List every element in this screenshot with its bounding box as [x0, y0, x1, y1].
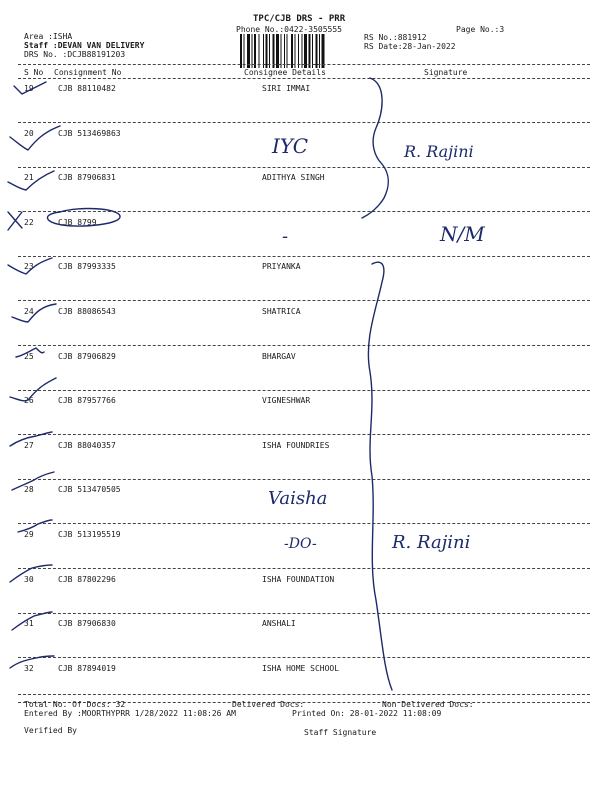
staff-signature: Staff Signature — [304, 728, 377, 737]
row-sno: 19 — [24, 84, 34, 93]
barcode-bar — [254, 34, 256, 68]
barcode-bar — [269, 34, 270, 68]
page-number: Page No.:3 — [456, 25, 505, 34]
row-divider — [18, 568, 590, 569]
row-consignee: BHARGAV — [262, 352, 296, 361]
row-consignment-no: CJB 88110482 — [58, 84, 116, 93]
row-consignee: SHATRICA — [262, 307, 301, 316]
row-consignment-no: CJB 87894019 — [58, 664, 116, 673]
check-mark — [10, 126, 60, 150]
row-sno: 26 — [24, 396, 34, 405]
row-sno: 30 — [24, 575, 34, 584]
row-consignee: ADITHYA SINGH — [262, 173, 325, 182]
barcode-bar — [322, 34, 325, 68]
delivered-docs: Delivered Docs: — [232, 700, 305, 709]
row-sno: 24 — [24, 307, 34, 316]
barcode-bar — [266, 34, 268, 68]
header-divider — [18, 64, 590, 65]
row-consignment-no: CJB 513195519 — [58, 530, 121, 539]
printed-on: Printed On: 28-01-2022 11:08:09 — [292, 709, 442, 718]
rs-date: RS Date:28-Jan-2022 — [364, 42, 456, 51]
row-sno: 29 — [24, 530, 34, 539]
handwritten-receiver-name: Vaisha — [268, 488, 328, 509]
column-header-consignee: Consignee Details — [244, 68, 326, 77]
row-divider — [18, 167, 590, 168]
barcode-bar — [319, 34, 320, 68]
row-divider — [18, 434, 590, 435]
barcode-bar — [240, 34, 242, 68]
barcode-bar — [252, 34, 253, 68]
check-mark — [12, 304, 56, 322]
barcode — [240, 34, 358, 68]
row-consignee: PRIYANKA — [262, 262, 301, 271]
row-divider — [18, 479, 590, 480]
barcode-bar — [304, 34, 307, 68]
row-consignment-no: CJB 87906831 — [58, 173, 116, 182]
drs-number: DRS No. :DCJB88191203 — [24, 50, 126, 59]
row-divider — [18, 657, 590, 658]
handwritten-signature: R. Rajini — [392, 532, 471, 553]
row-sno: 23 — [24, 262, 34, 271]
barcode-bar — [302, 34, 303, 68]
barcode-bar — [273, 34, 275, 68]
row-sno: 31 — [24, 619, 34, 628]
row-sno: 32 — [24, 664, 34, 673]
area-label: Area :ISHA — [24, 32, 73, 41]
barcode-bar — [284, 34, 285, 68]
row-divider — [18, 345, 590, 346]
barcode-bar — [287, 34, 288, 68]
row-divider — [18, 211, 590, 212]
column-header-sno: S No — [24, 68, 44, 77]
row-consignment-no: CJB 513469863 — [58, 129, 121, 138]
row-consignee: ISHA FOUNDATION — [262, 575, 335, 584]
cross-mark — [8, 212, 22, 230]
barcode-bar — [298, 34, 299, 68]
row-divider — [18, 613, 590, 614]
row-consignment-no: CJB 87957766 — [58, 396, 116, 405]
column-header-signature: Signature — [424, 68, 468, 77]
row-sno: 28 — [24, 485, 34, 494]
column-header-consignment: Consignment No — [54, 68, 122, 77]
row-consignment-no: CJB 513470505 — [58, 485, 121, 494]
row-divider — [18, 256, 590, 257]
row-consignee: VIGNESHWAR — [262, 396, 311, 405]
handwritten-ditto: -DO- — [284, 536, 317, 552]
barcode-bar — [316, 34, 318, 68]
handwritten-not-met: N/M — [440, 222, 485, 246]
row-consignee: SIRI IMMAI — [262, 84, 311, 93]
row-sno: 25 — [24, 352, 34, 361]
barcode-bar — [312, 34, 313, 68]
row-sno: 22 — [24, 218, 34, 227]
row-sno: 20 — [24, 129, 34, 138]
row-divider — [18, 523, 590, 524]
row-consignment-no: CJB 88040357 — [58, 441, 116, 450]
document-title: TPC/CJB DRS - PRR — [253, 14, 346, 24]
row-divider — [18, 122, 590, 123]
non-delivered-docs: Non Delivered Docs: — [382, 700, 474, 709]
brace-lower — [368, 262, 392, 690]
handwritten-dash: - — [282, 226, 289, 247]
rs-number: RS No.:881912 — [364, 33, 427, 42]
column-header-divider — [18, 78, 590, 79]
verified-by: Verified By — [24, 726, 77, 735]
row-sno: 21 — [24, 173, 34, 182]
row-consignment-no: CJB 87993335 — [58, 262, 116, 271]
row-divider — [18, 300, 590, 301]
footer-divider — [18, 694, 590, 695]
barcode-bar — [259, 34, 260, 68]
barcode-bar — [309, 34, 311, 68]
row-sno: 27 — [24, 441, 34, 450]
total-docs: Total No. Of Docs: 32 — [24, 700, 126, 709]
barcode-bar — [291, 34, 293, 68]
row-consignee: ISHA FOUNDRIES — [262, 441, 330, 450]
barcode-bar — [281, 34, 282, 68]
barcode-bar — [247, 34, 250, 68]
brace-upper — [362, 78, 388, 218]
row-consignment-no: CJB 88086543 — [58, 307, 116, 316]
barcode-bar — [295, 34, 296, 68]
row-consignment-no: CJB 87906830 — [58, 619, 116, 628]
row-consignee: ISHA HOME SCHOOL — [262, 664, 340, 673]
barcode-bar — [263, 34, 264, 68]
entered-by: Entered By :MOORTHYPRR 1/28/2022 11:08:26 AM — [24, 709, 236, 718]
barcode-bar — [244, 34, 245, 68]
handwritten-iyc: IYC — [272, 134, 309, 158]
row-consignee: ANSHALI — [262, 619, 296, 628]
row-consignment-no: CJB 87802296 — [58, 575, 116, 584]
handwritten-signature: R. Rajini — [404, 142, 474, 161]
phone-number: Phone No.:0422-3505555 — [236, 25, 342, 34]
row-consignment-no: CJB 87906829 — [58, 352, 116, 361]
row-divider — [18, 390, 590, 391]
barcode-bar — [276, 34, 279, 68]
row-consignment-no: CJB 8799 — [58, 218, 97, 227]
staff-label: Staff :DEVAN VAN DELIVERY — [24, 41, 145, 50]
